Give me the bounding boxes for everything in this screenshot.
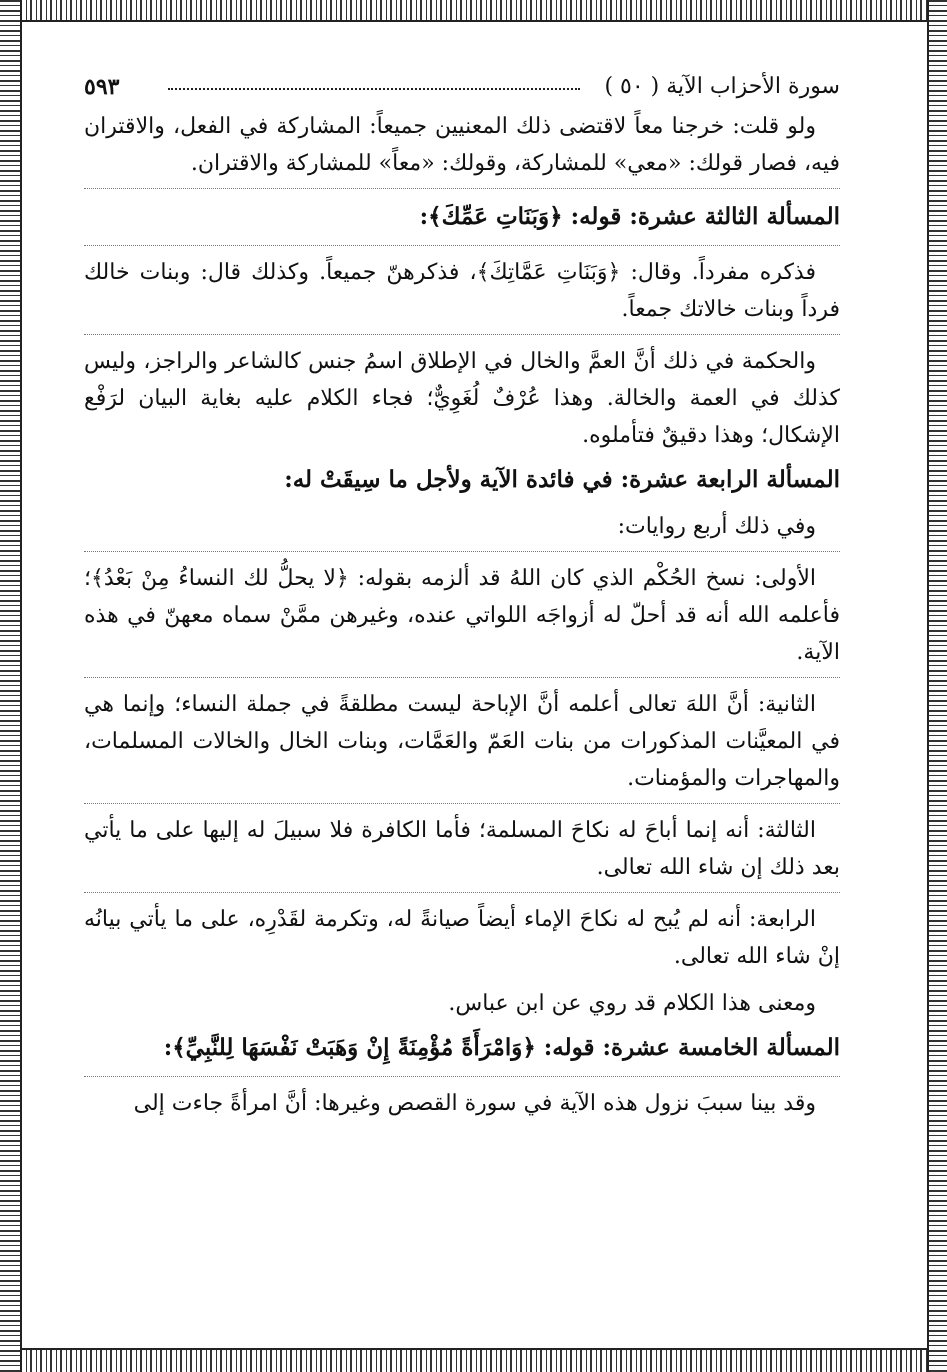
ornamental-border-bottom — [0, 1348, 947, 1372]
book-page — [84, 66, 840, 1122]
surah-title: سورة الأحزاب الآية ( ٥٠ ) — [604, 74, 840, 99]
paragraph: والحكمة في ذلك أنَّ العمَّ والخال في الإطلاق اسمُ جنس كالشاعر والراجز، وليس كذلك في العمة والخالة. وهذا عُرْفٌ لُغَوِيٌّ؛ فجاء الكلام عليه بغاية البيان لرَفْع الإشكال؛ وهذا دقيقٌ فتأملوه. — [84, 349, 840, 448]
section-divider — [84, 803, 840, 804]
section-divider — [84, 334, 840, 335]
section-divider — [84, 892, 840, 893]
section-divider — [84, 188, 840, 189]
section-divider — [84, 1076, 840, 1077]
section-divider — [84, 677, 840, 678]
section-heading: المسألة الثالثة عشرة: قوله: ﴿وَبَنَاتِ عَمِّكَ﴾: — [419, 203, 840, 230]
paragraph: فذكره مفرداً. وقال: ﴿وَبَنَاتِ عَمَّاتِكَ﴾، فذكرهنّ جميعاً. وكذلك قال: وبنات خالك فرداً وبنات خالاتك جمعاً. — [84, 260, 840, 322]
ornamental-border-top — [0, 0, 947, 22]
paragraph: الثالثة: أنه إنما أباحَ له نكاحَ المسلمة؛ فأما الكافرة فلا سبيلَ له إليها على ما يأتي بعد ذلك إن شاء الله تعالى. — [84, 818, 840, 880]
header-dot-leader — [168, 88, 580, 90]
paragraph: الأولى: نسخ الحُكْم الذي كان اللهُ قد ألزمه بقوله: ﴿لا يحلُّ لك النساءُ مِنْ بَعْدُ﴾؛ فأعلمه الله أنه قد أحلّ له أزواجَه اللواتي عنده، وغيرهن ممَّنْ سماه معهنّ في هذه الآية. — [84, 566, 840, 665]
running-header — [84, 66, 840, 108]
paragraph: الرابعة: أنه لم يُبح له نكاحَ الإماء أيضاً صيانةً له، وتكرمة لقَدْرِه، على ما يأتي بيانُه إنْ شاء الله تعالى. — [84, 907, 840, 969]
paragraph: وفي ذلك أربع روايات: — [617, 514, 816, 539]
paragraph: ومعنى هذا الكلام قد روي عن ابن عباس. — [448, 991, 816, 1016]
paragraph: ولو قلت: خرجنا معاً لاقتضى ذلك المعنيين جميعاً: المشاركة في الفعل، والاقتران فيه، فصار قولك: «معي» للمشاركة، وقولك: «معاً» للمشاركة والاقتران. — [84, 114, 840, 176]
page-content — [84, 108, 840, 1122]
ornamental-border-right — [927, 0, 947, 1372]
section-heading: المسألة الخامسة عشرة: قوله: ﴿وَامْرَأَةً مُؤْمِنَةً إِنْ وَهَبَتْ نَفْسَهَا لِلنَّبِيِّ﴾: — [163, 1034, 840, 1061]
paragraph: وقد بينا سببَ نزول هذه الآية في سورة القصص وغيرها: أنَّ امرأةً جاءت إلى — [133, 1091, 816, 1116]
paragraph: الثانية: أنَّ اللهَ تعالى أعلمه أنَّ الإباحة ليست مطلقةً في جملة النساء؛ وإنما هي في المعيَّنات المذكورات من بنات العَمّ والعَمَّات، وبنات الخال والخالات المسلمات، والمهاجرات والمؤمنات. — [84, 692, 840, 791]
page-number: ٥٩٣ — [84, 74, 120, 100]
section-divider — [84, 551, 840, 552]
section-divider — [84, 245, 840, 246]
ornamental-border-left — [0, 0, 22, 1372]
section-heading: المسألة الرابعة عشرة: في فائدة الآية ولأجل ما سِيقَتْ له: — [284, 466, 840, 493]
